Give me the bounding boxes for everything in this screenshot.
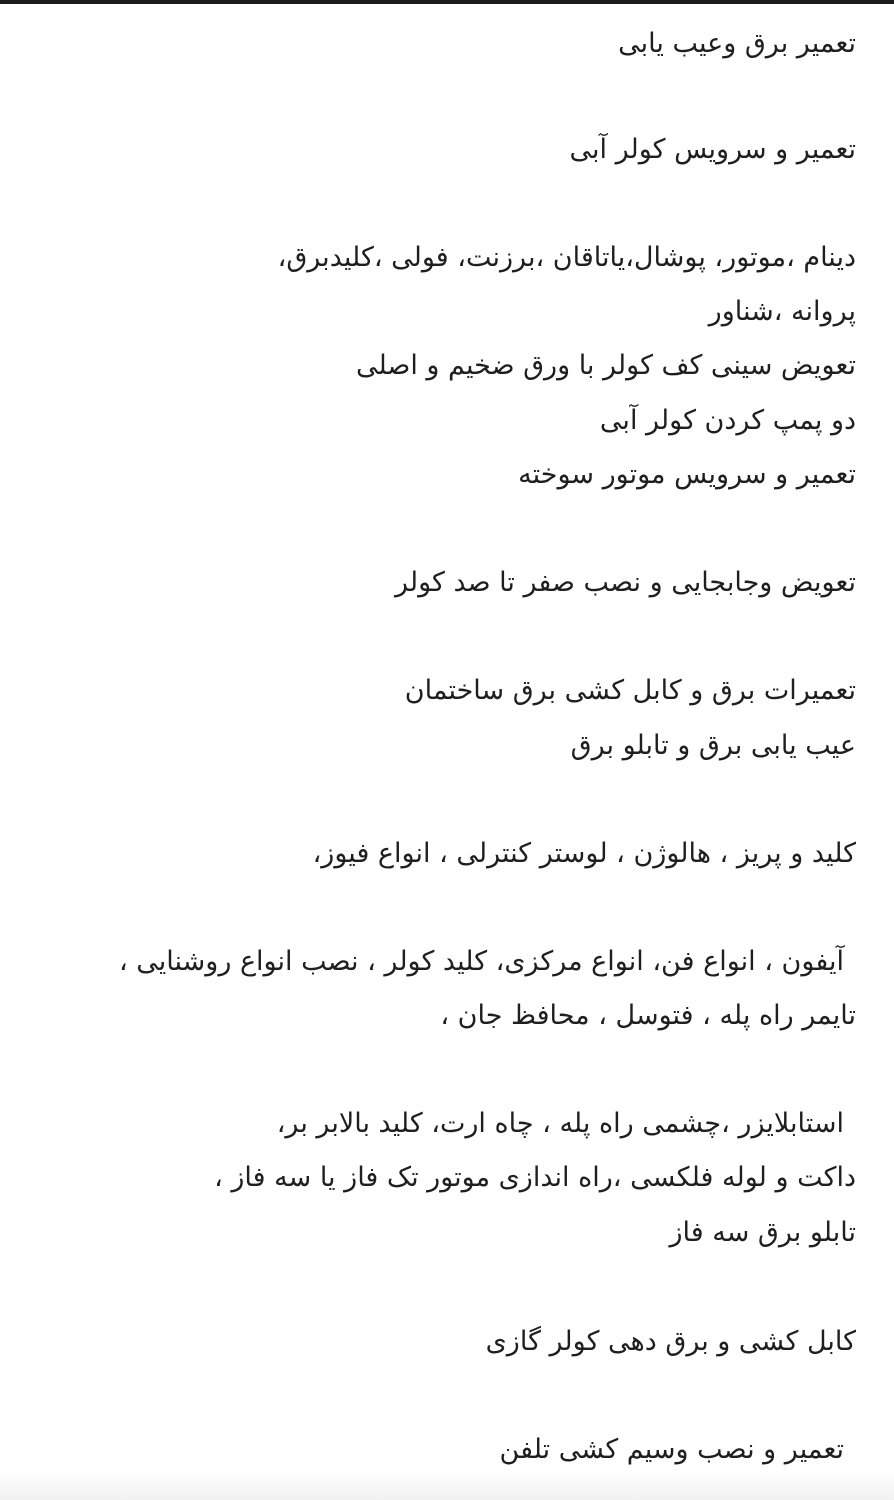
text-line: تعمیر و سرویس موتور سوخته <box>518 459 856 490</box>
text-line: تعویض سینی کف کولر با ورق ضخیم و اصلی <box>355 350 856 381</box>
text-line: پروانه ،شناور <box>708 296 856 327</box>
text-line: استابلایزر ،چشمی راه پله ، چاه ارت، کلید بالابر بر، <box>276 1108 844 1139</box>
text-line: تعمیرات برق و کابل کشی برق ساختمان <box>404 675 856 706</box>
text-line: آیفون ، انواع فن، انواع مرکزی، کلید کولر ، نصب انواع روشنایی ، <box>118 946 844 977</box>
text-line: تایمر راه پله ، فتوسل ، محافظ جان ، <box>440 1000 856 1031</box>
text-line: تابلو برق سه فاز <box>669 1217 856 1248</box>
text-line: تعمیر برق وعیب یابی <box>618 28 856 59</box>
text-line: کابل کشی و برق دهی کولر گازی <box>485 1326 856 1357</box>
text-line: دینام ،موتور، پوشال،یاتاقان ،برزنت، فولی ،کلیدبرق، <box>277 242 856 273</box>
text-line: عیب یابی برق و تابلو برق <box>570 730 856 761</box>
text-line: کلید و پریز ، هالوژن ، لوستر کنترلی ، انواع فیوز، <box>312 838 856 869</box>
text-line: تعمیر و نصب وسیم کشی تلفن <box>499 1434 844 1465</box>
text-line: داکت و لوله فلکسی ،راه اندازی موتور تک فاز یا سه فاز ، <box>214 1162 856 1193</box>
text-line: تعمیر و سرویس کولر آبی <box>569 134 856 165</box>
text-line: تعویض وجابجایی و نصب صفر تا صد کولر <box>394 567 856 598</box>
bottom-edge-shade <box>0 1472 894 1500</box>
text-line: دو پمپ کردن کولر آبی <box>599 405 856 436</box>
